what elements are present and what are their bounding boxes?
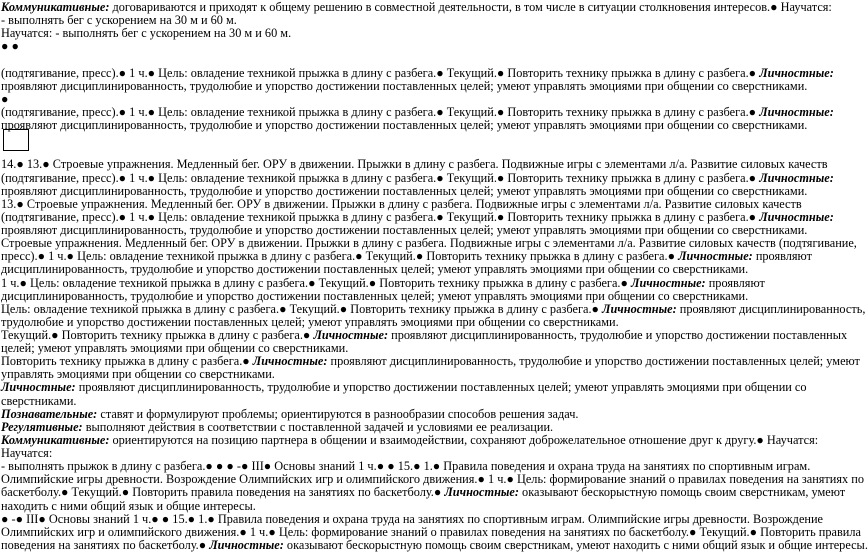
emphasis-text: Личностные: [678,249,753,264]
body-text: дисциплинированность, трудолюбие и упорство достижении поставленных целей; умеют управлять эмоциями при общении со сверстниками. [1,288,749,303]
body-text: ● -● [1,511,27,526]
emphasis-text: Личностные: [252,354,328,369]
body-text: овладение техникой прыжка в длину с разбега.● Текущий.● Повторить технику прыжка в длину с разбега.● [59,275,632,290]
emphasis-text: Цель: [158,209,188,224]
body-text: овладение техникой прыжка в длину с разбега.● Текущий.● Повторить технику прыжка в длину с разбега.● [187,65,760,80]
emphasis-text: Коммуникативные: [1,0,110,14]
emphasis-text: Личностные: [209,537,284,552]
body-text: овладение техникой прыжка в длину с разбега.● Текущий.● Повторить технику прыжка в длину с разбега.● [106,249,679,264]
emphasis-text: Цель: [158,170,188,185]
emphasis-text: Цель: [158,65,188,80]
emphasis-text: Регулятивные: [1,419,83,434]
body-text: оказывают бескорыстную помощь своим сверстникам, умеют находить с ними общий язык и общие интересы. [283,537,868,552]
body-text: Научатся: [1,446,53,461]
body-text: (подтягивание, пресс).● 1 ч.● [1,209,159,224]
body-text: (подтягивание, пресс).● 1 ч.● [1,65,159,80]
body-text: Текущий.● Повторить технику прыжка в длину с разбега.● [1,328,314,342]
body-text: проявляют [752,249,812,264]
body-text: овладение техникой прыжка в длину с разбега.● Текущий.● Повторить технику прыжка в длину с разбега.● [187,209,760,224]
body-text: (подтягивание, пресс).● 1 ч.● [1,104,159,119]
body-text: сверстниками. [1,393,77,408]
body-text: оказывают бескорыстную помощь своим сверстникам, умеют [518,485,846,500]
text-line [1,537,868,553]
emphasis-text: Личностные: [602,301,677,316]
emphasis-text: Цель: [29,275,60,290]
body-text: ● ● [1,39,19,54]
emphasis-text: Цель: [516,472,547,487]
body-text: овладение техникой прыжка в длину с разбега.● Текущий.● Повторить технику прыжка в длину с разбега.● [30,301,603,316]
body-text: формирование знаний о правилах поведения на занятиях по баскетболу.● Текущий.● Повторить правила [308,524,861,539]
emphasis-text: Цель: [77,249,107,264]
body-text: проявляют [705,275,765,290]
emphasis-text: Личностные: [759,104,834,119]
body-text: формирование знаний о правилах поведения на занятиях по [546,472,864,487]
emphasis-text: Личностные: [313,328,389,342]
body-text: проявляют дисциплинированность, трудолюбие и упорство достижении поставленных целей; умеют управлять эмоциями при общении со [75,380,807,395]
emphasis-text: III● Основы знаний 1 ч.● ● [26,511,170,526]
body-text: ставят и формулируют проблемы; ориентируются в разнообразии способов решения задач. [97,406,579,421]
body-text: Повторить технику прыжка в длину с разбега.● [1,354,253,369]
body-text: (подтягивание, пресс).● 1 ч.● [1,170,159,185]
emphasis-text: Цель: [1,301,31,316]
emphasis-text: Личностные: [631,275,706,290]
body-text: управлять эмоциями при общении со сверстниками. [1,367,275,382]
body-text: - выполнять прыжок в длину с разбега.● ● ● -● [1,459,252,474]
body-text: баскетболу.● Текущий.● Повторить правила поведения на занятиях по баскетболу.● [1,485,445,500]
body-text: 15.● 1.● Правила поведения и охрана труда на занятиях по спортивным играм. Олимпийские игры древности. Возрождение [169,511,824,526]
body-text: находить с ними общий язык и общие интересы. [1,498,256,513]
body-text: дисциплинированность, трудолюбие и упорство достижении поставленных целей; умеют управлять эмоциями при общении со сверстниками. [1,262,749,277]
body-text: овладение техникой прыжка в длину с разбега.● Текущий.● Повторить технику прыжка в длину с разбега.● [187,170,760,185]
emphasis-text: III● Основы знаний 1 ч.● ● [251,459,395,474]
body-text: Олимпийские игры древности. Возрождение Олимпийских игр и олимпийского движения.● 1 ч.● [1,472,517,487]
body-text: договариваются и приходят к общему решению в совместной деятельности, в том числе в ситуации столкновения интересов.● Научатся: [109,0,832,14]
emphasis-text: Личностные: [759,65,834,80]
emphasis-text: Личностные: [1,380,76,395]
body-text: 13.● Строевые упражнения. Медленный бег. ОРУ в движении. Прыжки в длину с разбега. Подвижные игры с элементами л/а. Развитие силовых качеств [1,196,802,211]
body-text: проявляют дисциплинированность, трудолюбие и упорство достижении поставленных целей; умеют управлять эмоциями при общении со сверстниками. [1,118,808,133]
emphasis-text: Познавательные: [1,406,98,421]
body-text: поведения на занятиях по баскетболу.● [1,537,210,552]
body-text: проявляют дисциплинированность, [676,301,866,316]
body-text: ориентируются на позицию партнера в общении и взаимодействии, сохраняют доброжелательное отношение друг к другу.● Научатся: [109,432,819,447]
emphasis-text: Цель: [278,524,309,539]
body-text: овладение техникой прыжка в длину с разбега.● Текущий.● Повторить технику прыжка в длину с разбега.● [187,104,760,119]
emphasis-text: Личностные: [444,485,519,500]
body-text: целей; умеют управлять эмоциями при общении со сверстниками. [1,341,349,356]
body-text: Научатся: - выполнять бег с ускорением на 30 м и 60 м. [1,26,292,41]
body-text: проявляют дисциплинированность, трудолюбие и упорство достижении поставленных целей; умеют управлять эмоциями при общении со сверстниками. [1,183,808,198]
body-text: проявляют дисциплинированность, трудолюбие и упорство достижении поставленных целей; умеют [327,354,860,369]
emphasis-text: Личностные: [759,170,834,185]
body-text: проявляют дисциплинированность, трудолюбие и упорство достижении поставленных целей; умеют управлять эмоциями при общении со сверстниками. [1,78,808,93]
emphasis-text: Коммуникативные: [1,432,110,447]
emphasis-text: Цель: [158,104,188,119]
body-text: Строевые упражнения. Медленный бег. ОРУ в движении. Прыжки в длину с разбега. Подвижные игры с элементами л/а. Развитие силовых качеств (подтягивание, [1,236,857,251]
body-text: Олимпийских игр и олимпийского движения.● 1 ч.● [1,524,279,539]
body-text: 15.● 1.● Правила поведения и охрана труда на занятиях по спортивным играм. [394,459,811,474]
body-text: выполняют действия в соответствии с поставленной задачей и условиями ее реализации. [82,419,554,434]
body-text: проявляют дисциплинированность, трудолюбие и упорство достижении поставленных целей; умеют управлять эмоциями при общении со сверстниками. [1,223,808,238]
body-text: пресс).● 1 ч.● [1,249,78,264]
body-text: - выполнять бег с ускорением на 30 м и 60 м. [1,13,237,28]
emphasis-text: Личностные: [759,209,834,224]
body-text: ● [1,91,9,106]
body-text: 14.● 13.● Строевые упражнения. Медленный бег. ОРУ в движении. Прыжки в длину с разбега. Подвижные игры с элементами л/а. Развитие силовых качеств [1,157,828,172]
body-text: проявляют дисциплинированность, трудолюбие и упорство достижении поставленных [388,328,848,342]
body-text: 1 ч.● [1,275,30,290]
body-text: трудолюбие и упорство достижении поставленных целей; умеют управлять эмоциями при общении со сверстниками. [1,314,619,329]
